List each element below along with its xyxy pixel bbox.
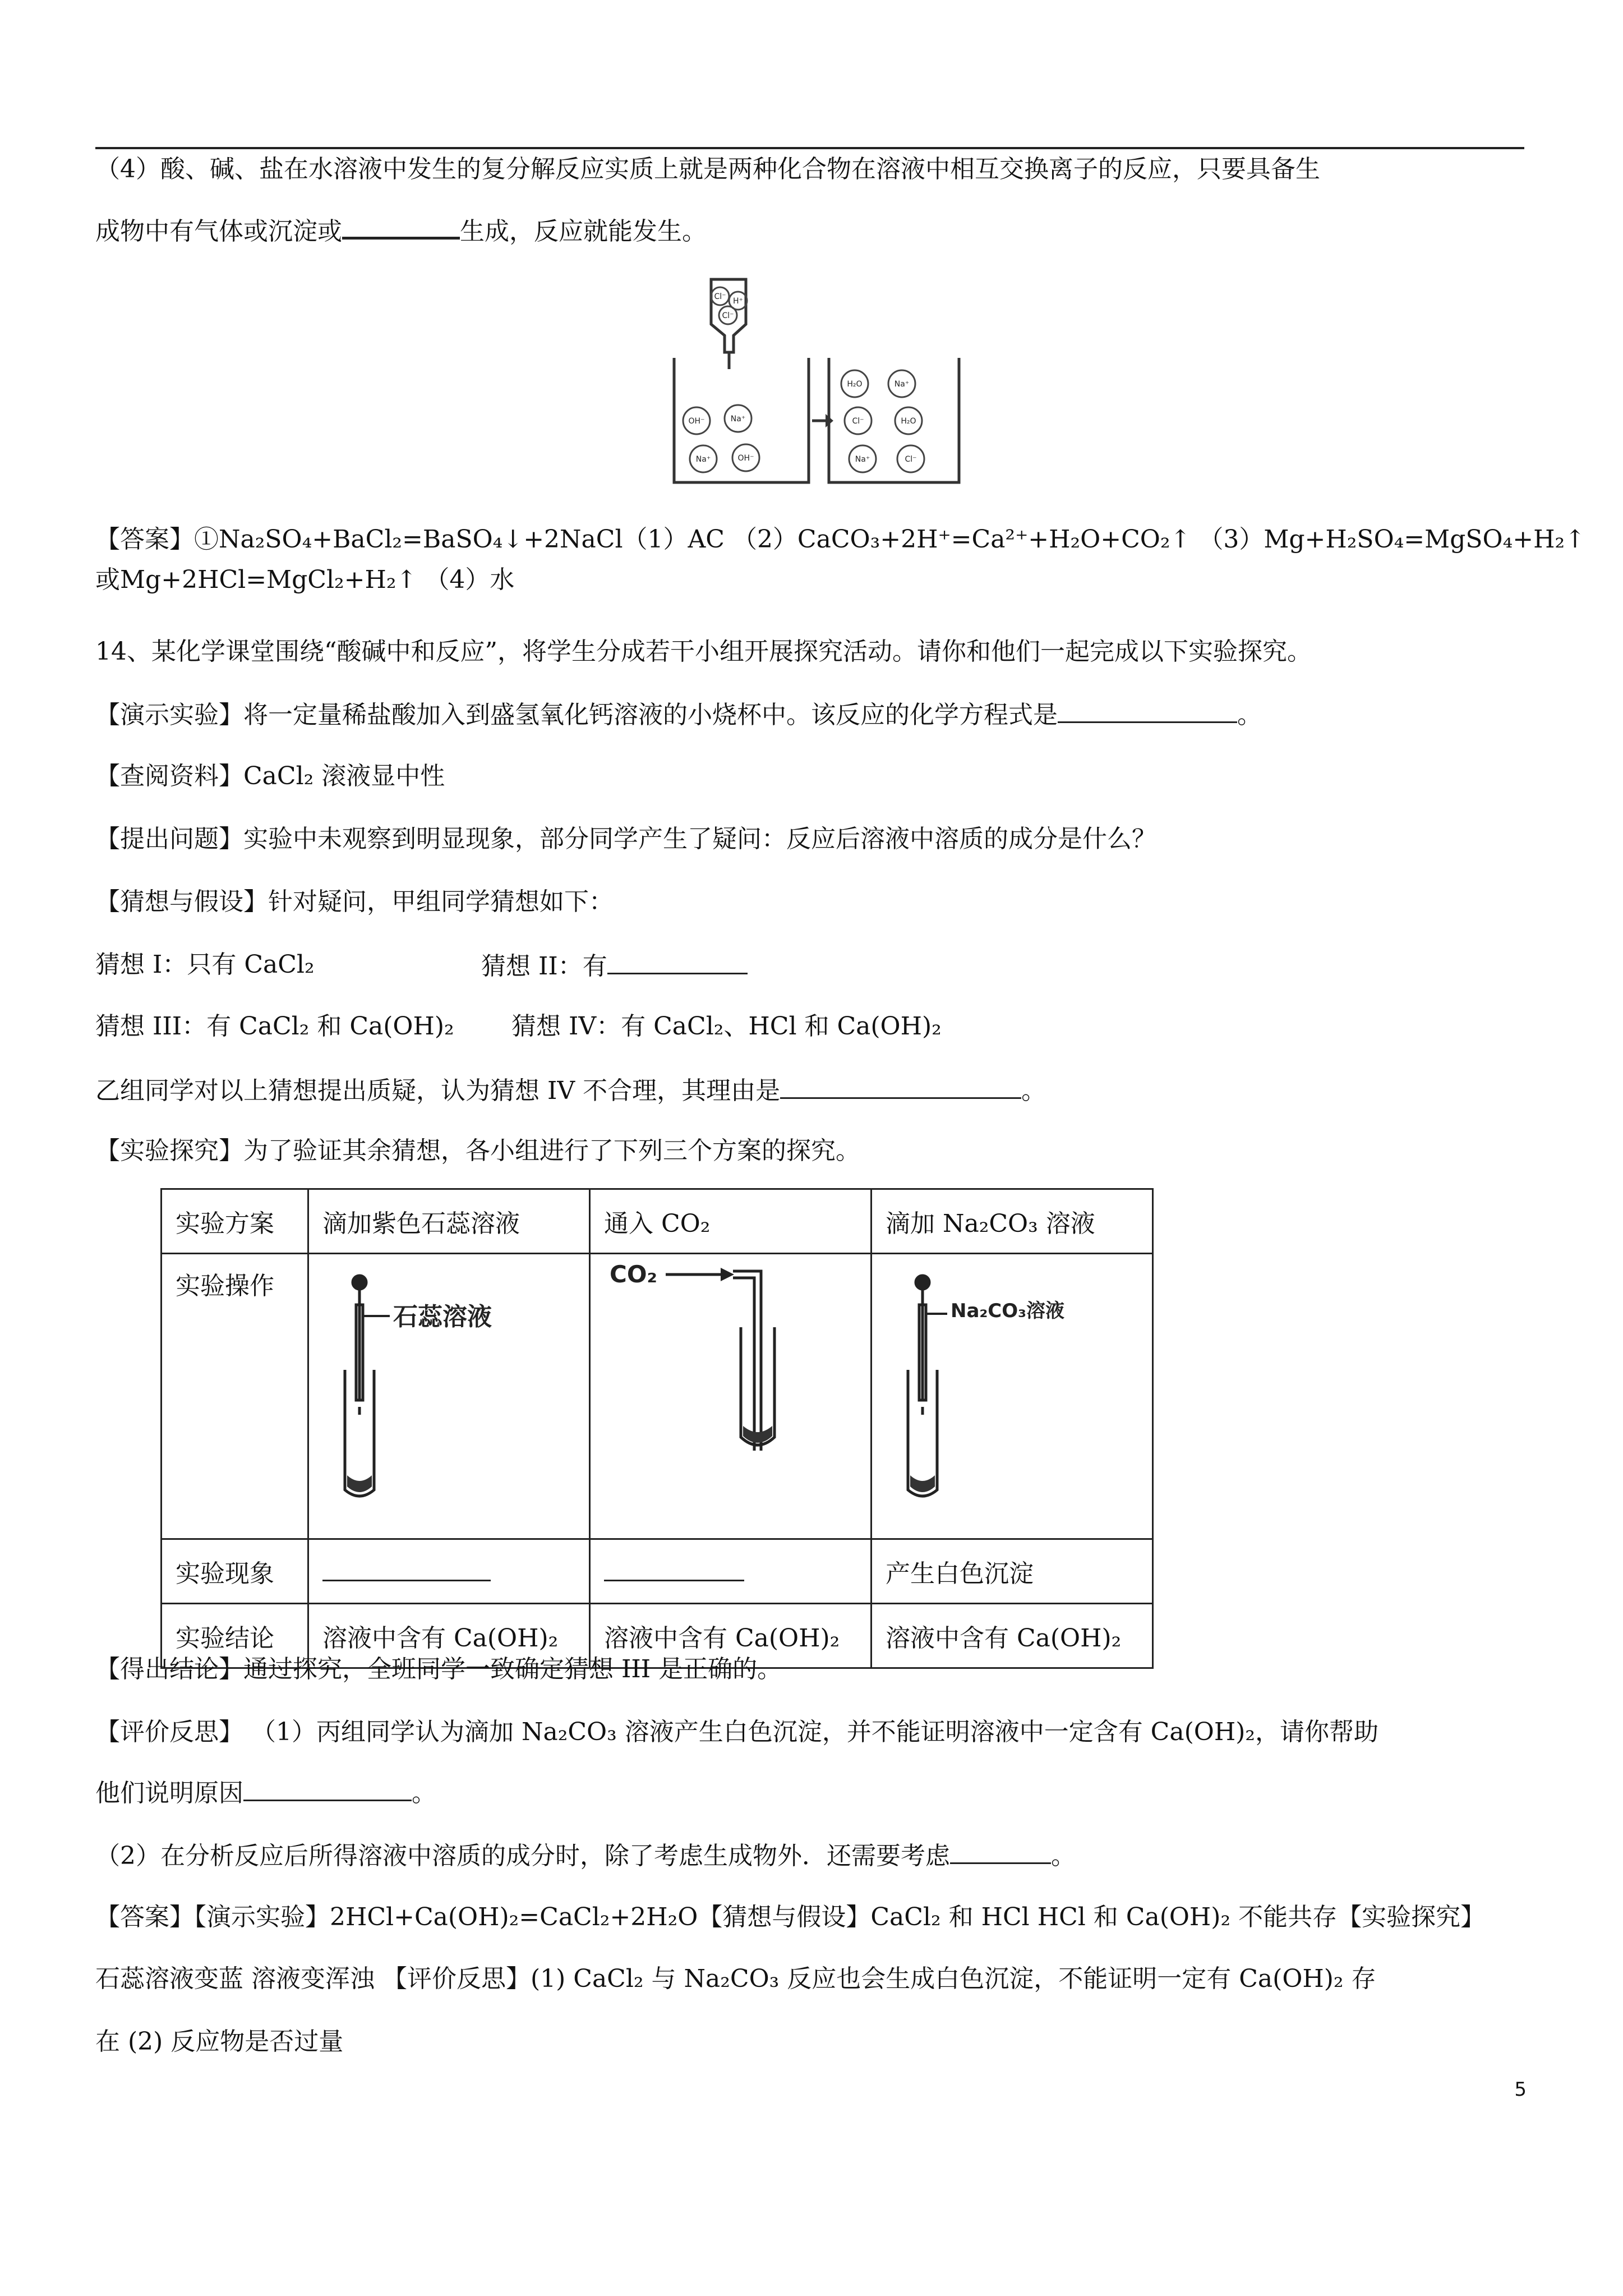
ion-label: Na⁺ [695,455,711,464]
answer-blank [1058,697,1237,723]
ion-label: H₂O [847,380,863,389]
table-cell [590,1539,872,1604]
q14-reflect2-pre: （2）在分析反应后所得溶液中溶质的成分时，除了考虑生成物外．还需要考虑 [95,1842,950,1870]
q14-guess2-pre: 猜想 II：有 [481,952,607,981]
q14-reflect1: 【评价反思】 （1）丙组同学认为滴加 Na₂CO₃ 溶液产生白色沉淀，并不能证明溶液中一定含有 Ca(OH)₂，请你帮助 [95,1718,1378,1746]
q14-objection [95,1073,1046,1108]
q13-part4-line2-pre: 成物中有气体或沉淀或 [95,217,342,246]
ion-label: Cl⁻ [852,417,864,426]
q14-reflect2-post: 。 [1051,1842,1076,1870]
q14-explore-intro: 【实验探究】为了验证其余猜想，各小组进行了下列三个方案的探究。 [95,1137,860,1165]
ion-label: Na⁺ [894,380,910,389]
table-cell: 通入 CO₂ [590,1189,872,1254]
q14-question: 【提出问题】实验中未观察到明显现象，部分同学产生了疑问：反应后溶液中溶质的成分是什么？ [95,825,1156,853]
table-row-header: 实验方案 [162,1189,308,1254]
litmus-label: 石蕊溶液 [393,1303,492,1331]
q14-guess4: 猜想 IV：有 CaCl₂、HCl 和 Ca(OH)₂ [511,1012,942,1041]
q14-objection-post: 。 [1021,1076,1046,1105]
q13-part4-line1: （4）酸、碱、盐在水溶液中发生的复分解反应实质上就是两种化合物在溶液中相互交换离子的反应，只要具备生 [95,155,1320,183]
co2-tube-figure [604,1260,851,1507]
experiment-table [160,1188,1154,1669]
q14-guess2 [481,948,748,983]
q14-reflect1b [95,1775,436,1810]
q14-demo [95,697,1262,732]
table-row [162,1189,1153,1254]
q14-demo-post: 。 [1237,701,1262,729]
co2-label: CO₂ [610,1260,657,1288]
header-rule [95,147,1524,149]
table-row-header: 实验现象 [162,1539,308,1604]
q14-reflect1b-pre: 他们说明原因 [95,1779,243,1807]
answer-blank [342,212,460,240]
table-row-header: 实验操作 [162,1254,308,1539]
ion-label: Cl⁻ [722,311,734,320]
answer-blank [604,1555,744,1581]
answer-blank [322,1555,491,1581]
q14-answer-line2: 石蕊溶液变蓝 溶液变浑浊 【评价反思】(1) CaCl₂ 与 Na₂CO₃ 反应也会生成白色沉淀，不能证明一定有 Ca(OH)₂ 存 [95,1964,1376,1993]
q13-answer-line2: 或Mg+2HCl=MgCl₂+H₂↑ （4）水 [95,565,515,594]
q14-guess1: 猜想 I：只有 CaCl₂ [95,950,315,979]
table-cell [308,1539,590,1604]
q14-guess3: 猜想 III：有 CaCl₂ 和 Ca(OH)₂ [95,1012,454,1041]
q14-answer-line3: 在 (2) 反应物是否过量 [95,2027,344,2056]
table-cell: 溶液中含有 Ca(OH)₂ [872,1604,1153,1668]
answer-blank [950,1838,1051,1864]
q14-consult: 【查阅资料】CaCl₂ 滚液显中性 [95,762,445,790]
ion-label: OH⁻ [737,454,754,463]
q14-reflect2 [95,1838,1076,1873]
ion-label: Na⁺ [730,415,746,424]
q14-answer-line1: 【答案】【演示实验】2HCl+Ca(OH)₂=CaCl₂+2H₂O【猜想与假设】CaCl₂ 和 HCl HCl 和 Ca(OH)₂ 不能共存【实验探究】 [95,1903,1486,1931]
na2co3-dropper-figure [886,1260,1132,1507]
litmus-dropper-figure [322,1260,569,1507]
table-cell: 溶液中含有 Ca(OH)₂ [590,1604,872,1668]
page-number: 5 [1514,2078,1527,2101]
q14-stem: 14、某化学课堂围绕“酸碱中和反应”，将学生分成若干小组开展探究活动。请你和他们一起完成以下实验探究。 [95,637,1312,666]
ion-label: H⁺ [733,297,743,306]
table-row [162,1254,1153,1539]
table-cell [308,1254,590,1539]
table-cell: 溶液中含有 Ca(OH)₂ [308,1604,590,1668]
q13-answer-line1: 【答案】①Na₂SO₄+BaCl₂=BaSO₄↓+2NaCl（1）AC （2）CaCO₃+2H⁺=Ca²⁺+H₂O+CO₂↑ （3）Mg+H₂SO₄=MgSO₄+H₂↑ [95,525,1585,554]
q13-part4-line2-post: 生成，反应就能发生。 [460,217,707,246]
q14-objection-pre: 乙组同学对以上猜想提出质疑，认为猜想 IV 不合理，其理由是 [95,1076,781,1105]
table-cell: 产生白色沉淀 [872,1539,1153,1604]
q14-conclusion: 【得出结论】通过探究，全班同学一致确定猜想 III 是正确的。 [95,1655,782,1683]
ion-label: Cl⁻ [714,292,726,301]
q14-reflect1b-post: 。 [412,1779,436,1807]
table-row [162,1539,1153,1604]
ion-label: OH⁻ [688,417,705,426]
q13-part4-line2 [95,212,707,249]
answer-blank [780,1073,1021,1099]
answer-blank [243,1775,412,1801]
table-cell [590,1254,872,1539]
q14-demo-pre: 【演示实验】将一定量稀盐酸加入到盛氢氧化钙溶液的小烧杯中。该反应的化学方程式是 [95,701,1058,729]
table-cell: 滴加紫色石蕊溶液 [308,1189,590,1254]
q14-hypothesis-intro: 【猜想与假设】针对疑问，甲组同学猜想如下： [95,887,614,916]
ion-label: Na⁺ [855,455,870,464]
answer-blank [607,948,748,974]
ion-label: Cl⁻ [905,455,917,464]
ion-label: H₂O [901,417,916,426]
table-row-header: 实验结论 [162,1604,308,1668]
table-cell [872,1254,1153,1539]
na2co3-label: Na₂CO₃溶液 [951,1300,1065,1322]
table-cell: 滴加 Na₂CO₃ 溶液 [872,1189,1153,1254]
neutralization-figure [662,274,965,493]
